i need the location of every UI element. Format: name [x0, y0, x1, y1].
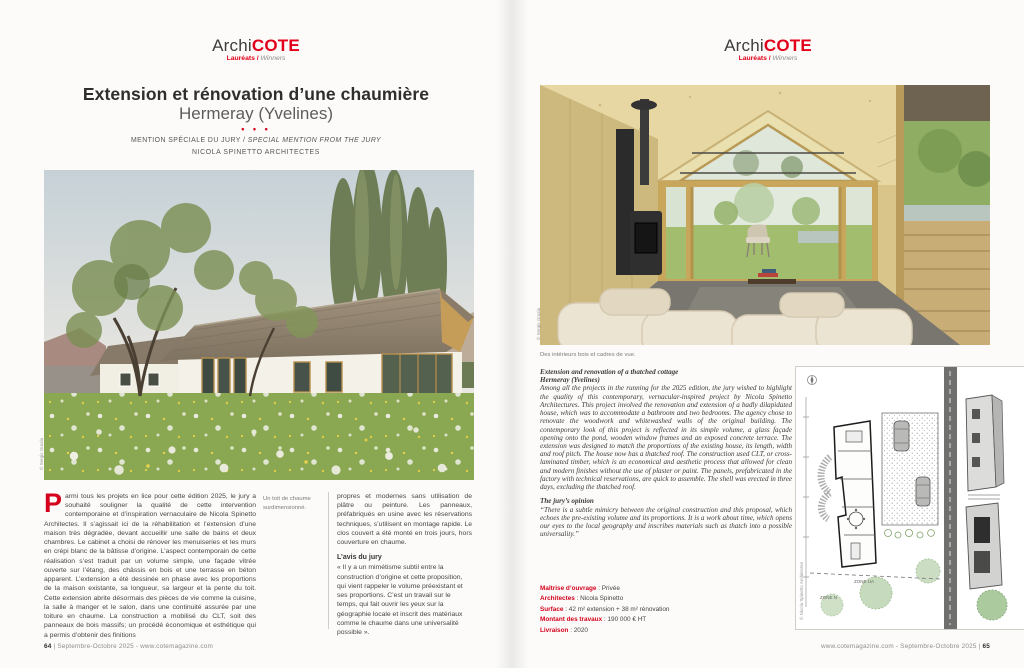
project-info-block [540, 584, 792, 636]
magazine-logo-left [0, 37, 512, 62]
logo-tagline [512, 55, 1024, 62]
info-label: Montant des travaux [540, 616, 603, 624]
info-row [540, 605, 792, 615]
cottage-exterior-photo [44, 170, 474, 480]
footer-right [512, 643, 990, 650]
logo-archi: Archi [724, 36, 764, 55]
logo-laureats: Lauréats / [738, 55, 771, 62]
magazine-logo-right [512, 37, 1024, 62]
english-body: Among all the projects in the running for the 2025 edition, the jury wished to highlight the quality of this contemporary, vernacular-inspired project by Nicola Spinetto Architectures. This project involved the renovation and extension of a badly dilapidated house, which was to accommodate a bathroom and two bedrooms. The agency chose to renovate the woodwork and whitewashed walls of the original building. The contemporary look of this project is reflected in its simple volume, a glass façade opening onto the pond, wooden window frames and an exposed concrete terrace. The extension was designed to match the proportions of the existing house, its length, width and roof pitch. The house now has a thatched roof. The construction used CLT, or cross-laminated timber, which is an economical and aesthetic process that allowed for clean and modern finishes without the use of plaster or paint. The panels, prefabricated in the factory with technical reservations, are quick to assemble. The shell was erected in three days, excluding the thatched roof. [540, 384, 792, 492]
dots-separator: • • • [241, 124, 271, 134]
mention-fr: MENTION SPÉCIALE DU JURY / [130, 137, 248, 144]
info-row [540, 615, 792, 625]
english-text-block [540, 368, 792, 538]
page-number-right: 65 [982, 643, 990, 650]
body-column-1 [44, 488, 256, 640]
english-title: Extension and renovation of a thatched cottage [540, 368, 679, 376]
info-value: : Privée [596, 585, 620, 592]
site-plan-drawing [796, 367, 1024, 629]
body-col2-text: propres et modernes sans utilisation de plâtre ou peinture. Les panneaux, préfabriqués en usine avec les réservations techniques, s’utilisent en montage rapide. Le clos couvert a été monté en trois jours, hors couverture en chaume. [337, 493, 472, 547]
photo-credit-right: © Sergio Grazia [536, 307, 541, 340]
article-location: Hermeray (Yvelines) [179, 104, 333, 123]
footer-left [44, 643, 213, 650]
info-value: : 42 m² extension + 38 m² rénovation [563, 605, 670, 613]
cottage-exterior-illustration [44, 170, 474, 480]
info-label: Maîtrise d’ouvrage [540, 585, 597, 592]
info-row [540, 626, 792, 636]
page-number-left: 64 [44, 643, 52, 650]
cottage-photo-caption: Un toit de chaume surdimensionné. [263, 496, 311, 511]
avis-du-jury-heading: L’avis du jury [337, 554, 382, 562]
logo-tagline [0, 55, 512, 62]
logo-archi: Archi [212, 36, 252, 55]
logo-cote: COTE [763, 36, 812, 55]
footer-right-text: www.cotemagazine.com - Septembre-Octobre 2025 | [820, 643, 983, 650]
english-location: Hermeray (Yvelines) [540, 376, 600, 385]
mention-en: SPECIAL MENTION FROM THE JURY [247, 137, 382, 144]
logo-wordmark [0, 37, 512, 54]
photo-credit-left: © Sergio Grazia [39, 437, 44, 470]
info-label: Architectes [540, 595, 575, 603]
footer-left-text: | Septembre-Octobre 2025 - www.cotemagazine.com [51, 643, 214, 650]
info-value: : Nicola Spinetto [574, 595, 624, 603]
article-title-fr: Extension et rénovation d’une chaumière [82, 84, 430, 104]
info-value: : 190 000 € HT [602, 616, 647, 624]
logo-wordmark [512, 37, 1024, 54]
avis-du-jury-quote: « Il y a un mimétisme subtil entre la construction d’origine et cette proposition, qui vient rappeler le volume préexistant et ses proportions. C’est un travail sur le temps, qui fait ouvrir les yeux sur la géographie locale et inscrit des matériaux comme le chaume dans une universalité possible ». [337, 564, 463, 637]
drop-cap: P [44, 488, 63, 518]
mention-line [0, 137, 512, 144]
interior-photo-caption: Des intérieurs bois et cadres de vue. [540, 352, 636, 358]
info-label: Livraison [540, 626, 569, 634]
zone-ua-label: ZONE UA [854, 579, 875, 584]
info-row [540, 584, 792, 594]
jury-opinion-quote: “There is a subtle mimicry between the original construction and this proposal, which echoes the pre-existing volume and its proportions. It is a work about time, which opens our eyes to the local geography and inscribes materials such as thatch into a possible universality.” [540, 505, 792, 539]
logo-winners: Winners [258, 55, 286, 62]
interior-illustration [540, 85, 990, 345]
body-col1-text: armi tous les projets en lice pour cette édition 2025, le jury a souhaité souligner la qualité de cette intervention contemporaine et d’inspiration vernaculaire de Nicola Spinetto Architectes. Il s’agissait ici de la réhabilitation et l’extension d’une maison très dégradée, devant accueillir une salle de bains et deux chambres. Le cabinet a choisi de rénover les menuiseries et les murs en crépi blanc de la bâtisse d’origine. L’aspect contemporain de cette réalisation s’est traduit par un volume simple, une façade vitrée ouverte sur l’étang, des châssis en bois et une terrasse en béton apparent. L’extension a été dessinée en phase avec les proportions de la maison existante, sa longueur, sa largeur et la pente du toit. Cette extension abrite désormais des pièces de vie comme la cuisine, la salle à manger et le salon, dans une continuité assurée par une toiture en chaume. La construction a mobilisé du CLT, soit des panneaux de bois massifs; un procédé économique et esthétique qui a permis d’obtenir des finitions [44, 493, 256, 639]
info-value: : 2020 [568, 626, 588, 634]
info-row [540, 594, 792, 604]
interior-photo [540, 85, 990, 345]
plan-credit: © Nicola Spinetto Architectes [799, 561, 804, 620]
info-label: Surface [540, 605, 564, 613]
jury-opinion-heading: The jury’s opinion [540, 497, 594, 506]
zone-n-label: ZONE N [820, 595, 838, 600]
logo-laureats: Lauréats / [226, 55, 259, 62]
body-column-2 [337, 492, 472, 637]
column-divider [328, 492, 329, 629]
logo-winners: Winners [770, 55, 798, 62]
architect-line: NICOLA SPINETTO ARCHITECTES [192, 149, 320, 156]
site-plan-panel [795, 366, 1024, 630]
logo-cote: COTE [251, 36, 300, 55]
